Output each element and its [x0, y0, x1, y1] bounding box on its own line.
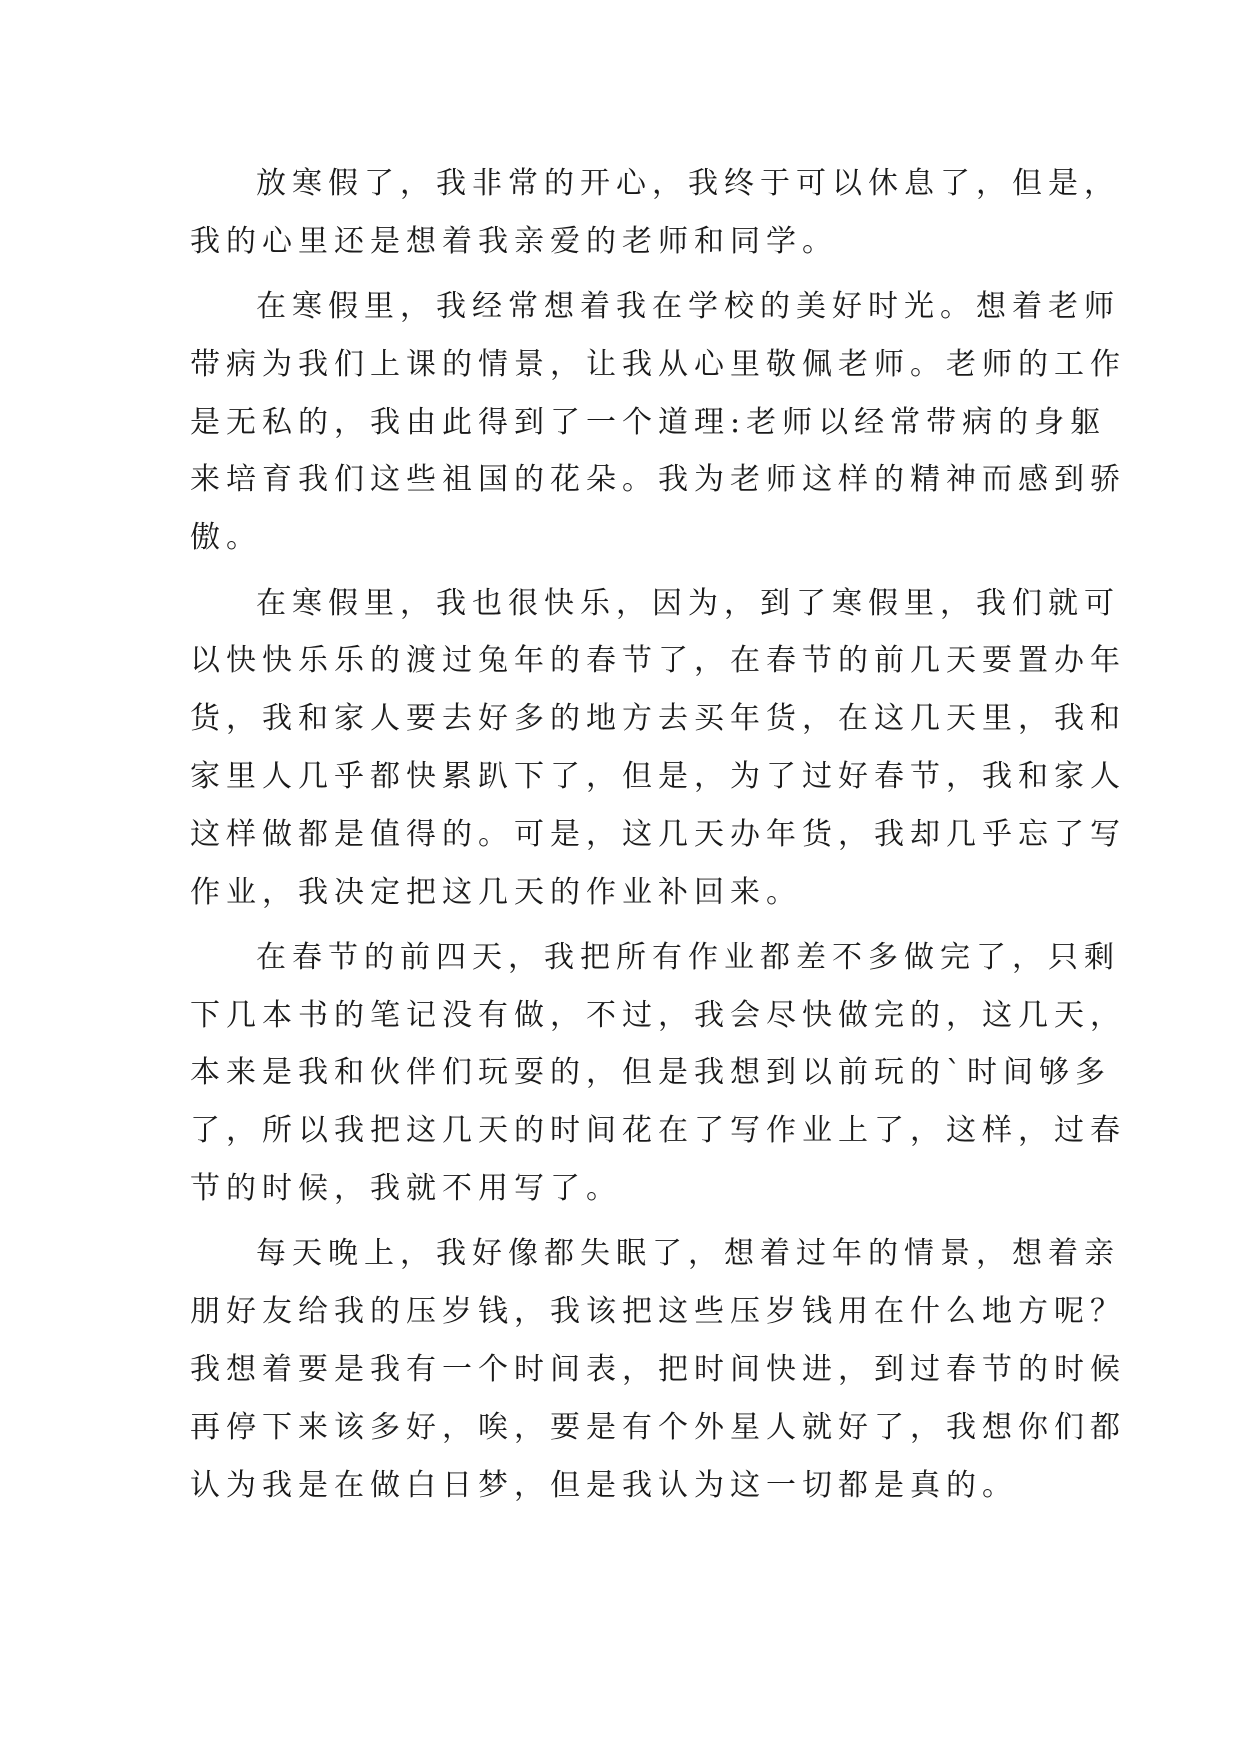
essay-body: [190, 155, 1126, 1514]
text-line: 本来是我和伙伴们玩耍的，但是我想到以前玩的`时间够多: [190, 1055, 1111, 1091]
text-line: 带病为我们上课的情景，让我从心里敬佩老师。老师的工作: [190, 346, 1126, 382]
text-line: 来培育我们这些祖国的花朵。我为老师这样的精神而感到骄: [190, 462, 1126, 498]
text-line: 下几本书的笔记没有做，不过，我会尽快做完的，这几天，: [190, 997, 1126, 1033]
paragraph-2: [190, 278, 1126, 567]
paragraph-3: [190, 575, 1126, 922]
text-line: 每天晚上，我好像都失眠了，想着过年的情景，想着亲: [256, 1236, 1120, 1272]
text-line: 在寒假里，我经常想着我在学校的美好时光。想着老师: [256, 289, 1120, 325]
text-line: 作业，我决定把这几天的作业补回来。: [190, 874, 802, 910]
paragraph-1: [190, 155, 1120, 271]
paragraph-5: [190, 1225, 1126, 1514]
text-line: 了，所以我把这几天的时间花在了写作业上了，这样，过春: [190, 1113, 1126, 1149]
text-line: 在春节的前四天，我把所有作业都差不多做完了，只剩: [256, 939, 1120, 975]
text-line: 放寒假了，我非常的开心，我终于可以休息了，但是，: [256, 166, 1120, 201]
text-line: 我的心里还是想着我亲爱的老师和同学。: [190, 223, 838, 259]
text-line: 再停下来该多好，唉，要是有个外星人就好了，我想你们都: [190, 1409, 1126, 1445]
text-line: 这样做都是值得的。可是，这几天办年货，我却几乎忘了写: [190, 816, 1126, 852]
text-line: 货，我和家人要去好多的地方去买年货，在这几天里，我和: [190, 701, 1126, 737]
paragraph-4: [190, 929, 1126, 1218]
text-line: 在寒假里，我也很快乐，因为，到了寒假里，我们就可: [256, 585, 1120, 621]
text-line: 是无私的，我由此得到了一个道理:老师以经常带病的身躯: [190, 404, 1107, 440]
text-line: 傲。: [190, 520, 262, 556]
text-line: 家里人几乎都快累趴下了，但是，为了过好春节，我和家人: [190, 758, 1126, 794]
text-line: 朋好友给我的压岁钱，我该把这些压岁钱用在什么地方呢？: [190, 1294, 1126, 1330]
text-line: 认为我是在做白日梦，但是我认为这一切都是真的。: [190, 1467, 1018, 1503]
text-line: 我想着要是我有一个时间表，把时间快进，到过春节的时候: [190, 1351, 1126, 1387]
text-line: 节的时候，我就不用写了。: [190, 1171, 622, 1207]
text-line: 以快快乐乐的渡过兔年的春节了，在春节的前几天要置办年: [190, 643, 1126, 679]
